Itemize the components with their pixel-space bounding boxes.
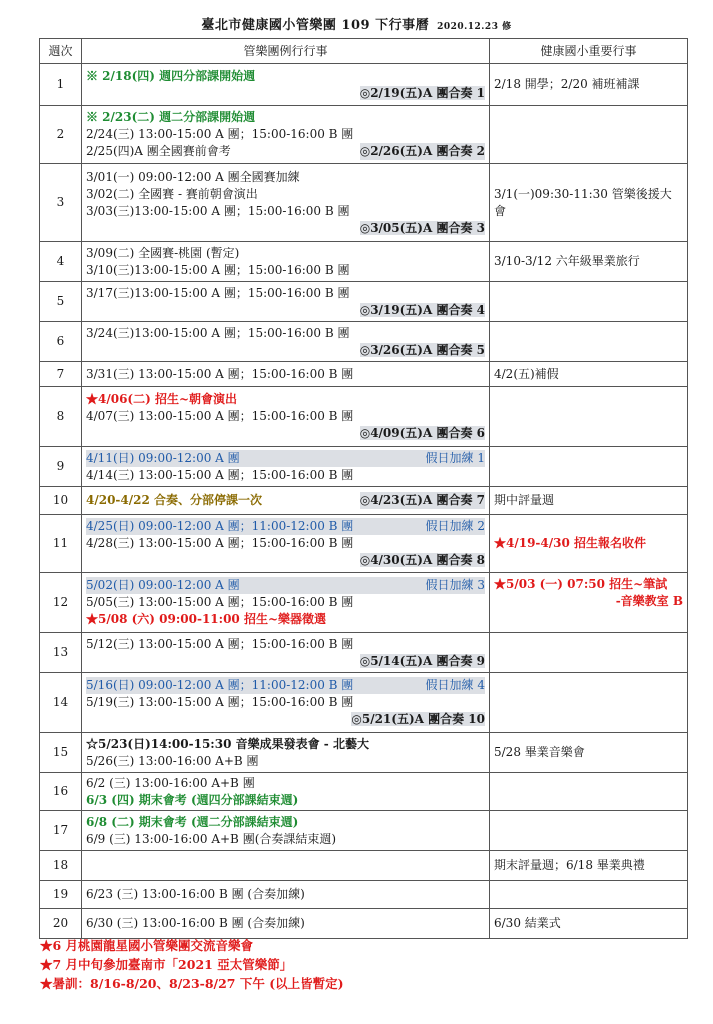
event-line: ※ 2/23(二) 週二分部課開始週 bbox=[86, 110, 256, 124]
week-number: 13 bbox=[40, 633, 82, 673]
event-line: 3/01(一) 09:00-12:00 A 團全國賽加練 bbox=[86, 169, 300, 184]
school-events: 3/10-3/12 六年級畢業旅行 bbox=[490, 242, 688, 282]
event-line: 假日加練 2 bbox=[425, 519, 485, 533]
band-events bbox=[82, 733, 490, 773]
band-events bbox=[82, 322, 490, 362]
school-events: ★4/19-4/30 招生報名收件 bbox=[490, 515, 688, 573]
table-row bbox=[40, 909, 688, 939]
band-events bbox=[82, 387, 490, 447]
week-number: 17 bbox=[40, 811, 82, 851]
school-events: 期中評量週 bbox=[490, 487, 688, 515]
event-line: 4/20-4/22 合奏、分部停課一次 bbox=[86, 493, 263, 507]
event-line: 假日加練 3 bbox=[425, 578, 485, 592]
school-events: 3/1(一)09:30-11:30 管樂後援大會 bbox=[490, 164, 688, 242]
table-row bbox=[40, 811, 688, 851]
event-line: 4/28(三) 13:00-15:00 A 團；15:00-16:00 B 團 bbox=[86, 536, 354, 550]
band-events bbox=[82, 851, 490, 881]
school-events bbox=[490, 573, 688, 633]
event-line: 3/02(二) 全國賽 - 賽前朝會演出 bbox=[86, 186, 258, 201]
week-number: 14 bbox=[40, 673, 82, 733]
school-events bbox=[490, 447, 688, 487]
band-events bbox=[82, 633, 490, 673]
band-events bbox=[82, 487, 490, 515]
table-row bbox=[40, 164, 688, 242]
header-school: 健康國小重要行事 bbox=[490, 39, 688, 64]
week-number: 6 bbox=[40, 322, 82, 362]
table-row bbox=[40, 282, 688, 322]
event-line: ◎4/23(五)A 團合奏 7 bbox=[359, 493, 485, 507]
school-events bbox=[490, 282, 688, 322]
table-row bbox=[40, 362, 688, 387]
event-line: 6/2 (三) 13:00-16:00 A+B 團 bbox=[86, 775, 255, 790]
week-number: 7 bbox=[40, 362, 82, 387]
event-line: 3/03(三)13:00-15:00 A 團；15:00-16:00 B 團 bbox=[86, 203, 350, 218]
footer-note: ★7 月中旬參加臺南市「2021 亞太管樂節」 bbox=[40, 957, 293, 972]
table-row bbox=[40, 733, 688, 773]
band-events bbox=[82, 573, 490, 633]
school-events: 期末評量週；6/18 畢業典禮 bbox=[490, 851, 688, 881]
week-number: 11 bbox=[40, 515, 82, 573]
event-line: 5/19(三) 13:00-15:00 A 團；15:00-16:00 B 團 bbox=[86, 695, 354, 709]
week-number: 19 bbox=[40, 881, 82, 909]
title-text: 臺北市健康國小管樂團 109 下行事曆 bbox=[201, 18, 430, 33]
table-row bbox=[40, 633, 688, 673]
school-event-line: -音樂教室 B bbox=[615, 594, 683, 608]
band-events bbox=[82, 362, 490, 387]
table-row bbox=[40, 487, 688, 515]
school-events: 2/18 開學；2/20 補班補課 bbox=[490, 64, 688, 106]
revision-date: 2020.12.23 修 bbox=[437, 22, 512, 32]
band-events bbox=[82, 242, 490, 282]
week-number: 9 bbox=[40, 447, 82, 487]
band-events bbox=[82, 64, 490, 106]
week-number: 3 bbox=[40, 164, 82, 242]
week-number: 18 bbox=[40, 851, 82, 881]
event-line: ◎4/09(五)A 團合奏 6 bbox=[359, 426, 485, 440]
event-line: ★5/08 (六) 09:00-11:00 招生~樂器徵選 bbox=[86, 612, 327, 626]
week-number: 12 bbox=[40, 573, 82, 633]
footer-notes bbox=[40, 936, 690, 993]
school-events bbox=[490, 881, 688, 909]
event-line: 5/05(三) 13:00-15:00 A 團；15:00-16:00 B 團 bbox=[86, 595, 354, 609]
event-line: 6/30 (三) 13:00-16:00 B 團 (合奏加練) bbox=[86, 916, 305, 930]
table-row bbox=[40, 573, 688, 633]
event-line: ◎3/05(五)A 團合奏 3 bbox=[359, 220, 485, 235]
event-line: ☆5/23(日)14:00-15:30 音樂成果發表會 - 北藝大 bbox=[86, 736, 369, 751]
event-line: 5/26(三) 13:00-16:00 A+B 團 bbox=[86, 753, 259, 768]
school-events bbox=[490, 673, 688, 733]
event-line: ◎3/26(五)A 團合奏 5 bbox=[359, 342, 485, 357]
band-events bbox=[82, 164, 490, 242]
event-line: ◎3/19(五)A 團合奏 4 bbox=[359, 302, 485, 317]
header-row bbox=[40, 39, 688, 64]
event-line: 5/16(日) 09:00-12:00 A 團；11:00-12:00 B 團 bbox=[86, 678, 354, 692]
week-number: 20 bbox=[40, 909, 82, 939]
school-events bbox=[490, 811, 688, 851]
band-events bbox=[82, 811, 490, 851]
band-events bbox=[82, 282, 490, 322]
table-row bbox=[40, 773, 688, 811]
band-events bbox=[82, 515, 490, 573]
table-row bbox=[40, 447, 688, 487]
schedule-table bbox=[39, 38, 688, 939]
event-line: 6/23 (三) 13:00-16:00 B 團 (合奏加練) bbox=[86, 887, 305, 901]
event-line: 4/11(日) 09:00-12:00 A 團 bbox=[86, 450, 240, 465]
table-row bbox=[40, 322, 688, 362]
school-events: 6/30 結業式 bbox=[490, 909, 688, 939]
event-line: 5/12(三) 13:00-15:00 A 團；15:00-16:00 B 團 bbox=[86, 636, 354, 651]
event-line: 5/02(日) 09:00-12:00 A 團 bbox=[86, 578, 240, 592]
event-line: 3/24(三)13:00-15:00 A 團；15:00-16:00 B 團 bbox=[86, 325, 350, 340]
event-line: ◎5/21(五)A 團合奏 10 bbox=[351, 712, 485, 726]
school-events bbox=[490, 106, 688, 164]
week-number: 4 bbox=[40, 242, 82, 282]
event-line: ◎2/19(五)A 團合奏 1 bbox=[359, 85, 485, 100]
school-events: 5/28 畢業音樂會 bbox=[490, 733, 688, 773]
week-number: 10 bbox=[40, 487, 82, 515]
school-events: 4/2(五)補假 bbox=[490, 362, 688, 387]
event-line: 6/9 (三) 13:00-16:00 A+B 團(合奏課結束週) bbox=[86, 831, 337, 846]
event-line: ◎4/30(五)A 團合奏 8 bbox=[359, 553, 485, 567]
week-number: 1 bbox=[40, 64, 82, 106]
table-row bbox=[40, 106, 688, 164]
event-line: 3/17(三)13:00-15:00 A 團；15:00-16:00 B 團 bbox=[86, 285, 350, 300]
event-line: 假日加練 1 bbox=[425, 450, 485, 465]
event-line: ◎5/14(五)A 團合奏 9 bbox=[359, 653, 485, 668]
week-number: 5 bbox=[40, 282, 82, 322]
event-line: 3/09(二) 全國賽-桃園 (暫定) bbox=[86, 245, 240, 260]
band-events bbox=[82, 773, 490, 811]
event-line: ※ 2/18(四) 週四分部課開始週 bbox=[86, 68, 256, 83]
school-event-line: ★5/03 (一) 07:50 招生~筆試 bbox=[494, 577, 668, 591]
school-events bbox=[490, 633, 688, 673]
event-line: 6/3 (四) 期末會考 (週四分部課結束週) bbox=[86, 792, 299, 807]
page-title bbox=[0, 14, 713, 33]
event-line: 3/10(三)13:00-15:00 A 團；15:00-16:00 B 團 bbox=[86, 262, 350, 277]
band-events bbox=[82, 673, 490, 733]
footer-note: ★暑訓：8/16-8/20、8/23-8/27 下午 (以上皆暫定) bbox=[40, 976, 344, 991]
table-row bbox=[40, 387, 688, 447]
band-events bbox=[82, 909, 490, 939]
school-events bbox=[490, 773, 688, 811]
week-number: 15 bbox=[40, 733, 82, 773]
table-row bbox=[40, 64, 688, 106]
event-line: 2/25(四)A 團全國賽前會考 bbox=[86, 144, 231, 158]
table-row bbox=[40, 242, 688, 282]
band-events bbox=[82, 106, 490, 164]
week-number: 16 bbox=[40, 773, 82, 811]
header-week: 週次 bbox=[40, 39, 82, 64]
school-events bbox=[490, 322, 688, 362]
event-line: 假日加練 4 bbox=[425, 678, 485, 692]
event-line: 4/14(三) 13:00-15:00 A 團；15:00-16:00 B 團 bbox=[86, 467, 354, 482]
event-line: 4/25(日) 09:00-12:00 A 團；11:00-12:00 B 團 bbox=[86, 519, 354, 533]
event-line: 4/07(三) 13:00-15:00 A 團；15:00-16:00 B 團 bbox=[86, 409, 354, 423]
band-events bbox=[82, 447, 490, 487]
event-line: 3/31(三) 13:00-15:00 A 團；15:00-16:00 B 團 bbox=[86, 366, 354, 381]
footer-note: ★6 月桃園龍星國小管樂團交流音樂會 bbox=[40, 938, 254, 953]
event-line: 2/24(三) 13:00-15:00 A 團；15:00-16:00 B 團 bbox=[86, 127, 354, 141]
event-line: ◎2/26(五)A 團合奏 2 bbox=[359, 144, 485, 158]
table-row bbox=[40, 515, 688, 573]
table-row bbox=[40, 881, 688, 909]
week-number: 8 bbox=[40, 387, 82, 447]
band-events bbox=[82, 881, 490, 909]
school-events bbox=[490, 387, 688, 447]
table-row bbox=[40, 851, 688, 881]
event-line: 6/8 (二) 期末會考 (週二分部課結束週) bbox=[86, 814, 299, 829]
week-number: 2 bbox=[40, 106, 82, 164]
event-line: ★4/06(二) 招生~朝會演出 bbox=[86, 392, 238, 406]
table-row bbox=[40, 673, 688, 733]
header-band: 管樂團例行行事 bbox=[82, 39, 490, 64]
